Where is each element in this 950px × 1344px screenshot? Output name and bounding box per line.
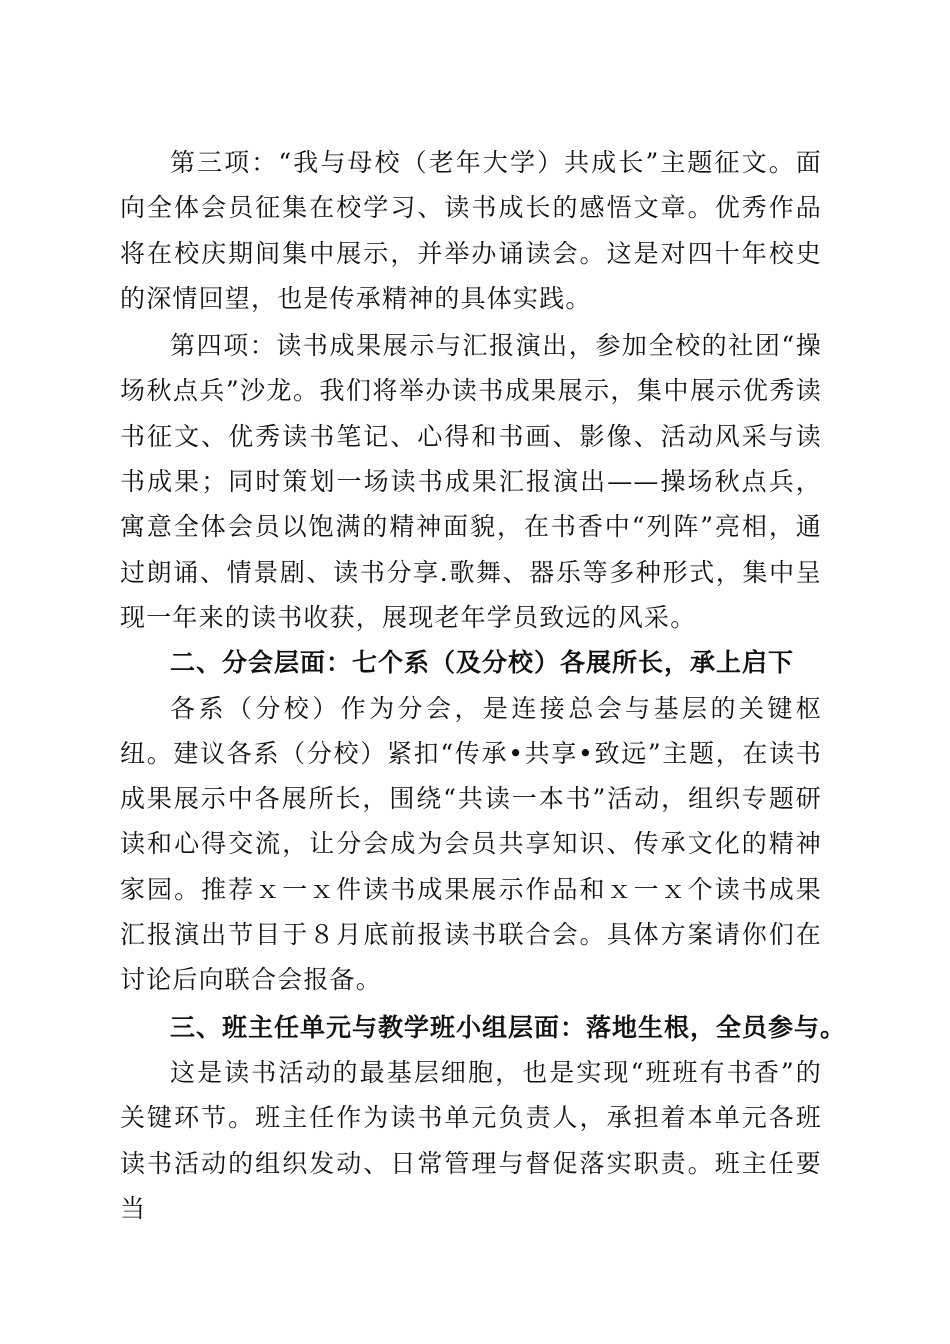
document-body [120,140,847,1231]
paragraph-branch-body: 各系（分校）作为分会，是连接总会与基层的关键枢纽。建议各系（分校）紧扣“传承•共享•致远”主题，在读书成果展示中各展所长，围绕“共读一本书”活动，组织专题研读和心得交流，让分会成为会员共享知识、传承文化的精神家园。推荐ｘ一ｘ件读书成果展示作品和ｘ一ｘ个读书成果汇报演出节目于８月底前报读书联合会。具体方案请你们在讨论后向联合会报备。 [120,693,822,995]
paragraph-item-three: 第三项：“我与母校（老年大学）共成长”主题征文。面向全体会员征集在校学习、读书成长的感悟文章。优秀作品将在校庆期间集中展示，并举办诵读会。这是对四十年校史的深情回望，也是传承精神的具体实践。 [120,148,822,313]
section-heading-branch: 二、分会层面：七个系（及分校）各展所长，承上启下 [170,648,795,678]
paragraph-class-unit-body: 这是读书活动的最基层细胞，也是实现“班班有书香”的关键环节。班主任作为读书单元负责人，承担着本单元各班读书活动的组织发动、日常管理与督促落实职责。班主任要当 [120,1057,822,1223]
paragraph-item-four: 第四项：读书成果展示与汇报演出，参加全校的社团“操场秋点兵”沙龙。我们将举办读书成果展示，集中展示优秀读书征文、优秀读书笔记、心得和书画、影像、活动风采与读书成果；同时策划一场读书成果汇报演出——操场秋点兵，寓意全体会员以饱满的精神面貌，在书香中“列阵”亮相，通过朗诵、情景剧、读书分享.歌舞、器乐等多种形式，集中呈现一年来的读书收获，展现老年学员致远的风采。 [120,331,822,632]
section-heading-class-unit: 三、班主任单元与教学班小组层面：落地生根，全员参与。 [170,1012,847,1042]
